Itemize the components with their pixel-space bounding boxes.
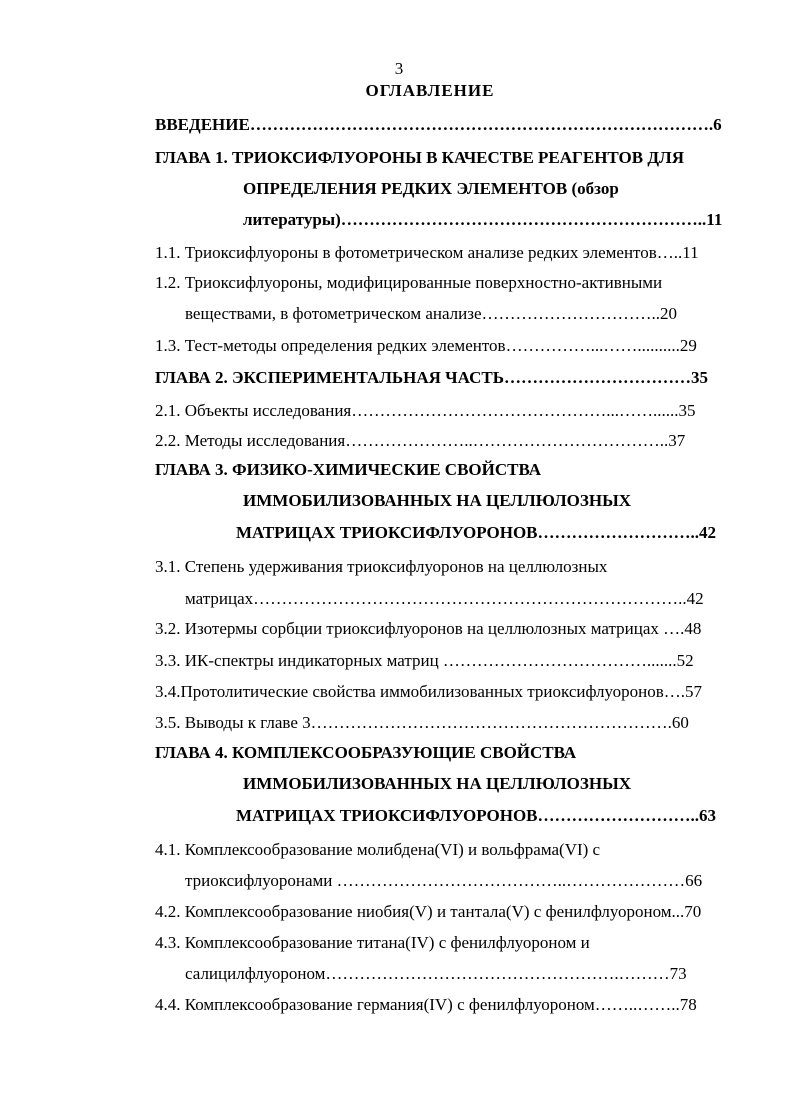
- toc-section-3-1-line-1: 3.1. Степень удерживания триоксифлуоронов на целлюлозных: [155, 557, 608, 576]
- toc-title: ОГЛАВЛЕНИЕ: [365, 81, 495, 100]
- toc-chapter-1-line-1: ГЛАВА 1. ТРИОКСИФЛУОРОНЫ В КАЧЕСТВЕ РЕАГЕНТОВ ДЛЯ: [155, 148, 684, 167]
- toc-section-4-3-line-2: салицилфлуороном…………………………………………….………73: [185, 964, 687, 983]
- toc-section-4-1-line-1: 4.1. Комплексообразование молибдена(VI) и вольфрама(VI) с: [155, 840, 601, 859]
- toc-chapter-4-line-2: ИММОБИЛИЗОВАННЫХ НА ЦЕЛЛЮЛОЗНЫХ: [243, 774, 632, 793]
- toc-chapter-3-line-2: ИММОБИЛИЗОВАННЫХ НА ЦЕЛЛЮЛОЗНЫХ: [243, 491, 632, 510]
- toc-chapter-4-line-1: ГЛАВА 4. КОМПЛЕКСООБРАЗУЮЩИЕ СВОЙСТВА: [155, 743, 577, 762]
- toc-section-3-3: 3.3. ИК-спектры индикаторных матриц ……………………………….......52: [155, 651, 694, 670]
- toc-entry-introduction: ВВЕДЕНИЕ……………………………………………………………………….6: [155, 115, 722, 134]
- toc-section-1-2-line-1: 1.2. Триоксифлуороны, модифицированные поверхностно-активными: [155, 273, 663, 292]
- toc-section-2-2: 2.2. Методы исследования…………………..……………………………..37: [155, 431, 686, 450]
- toc-section-4-3-line-1: 4.3. Комплексообразование титана(IV) с фенилфлуороном и: [155, 933, 590, 952]
- toc-section-2-1: 2.1. Объекты исследования………………………………………...……......35: [155, 401, 696, 420]
- toc-chapter-3-line-3: МАТРИЦАХ ТРИОКСИФЛУОРОНОВ………………………..42: [236, 523, 717, 542]
- toc-chapter-4-line-3: МАТРИЦАХ ТРИОКСИФЛУОРОНОВ………………………..63: [236, 806, 717, 825]
- toc-section-3-2: 3.2. Изотермы сорбции триоксифлуоронов на целлюлозных матрицах ….48: [155, 619, 702, 638]
- page-number: 3: [394, 59, 404, 78]
- toc-section-1-3: 1.3. Тест-методы определения редких элементов……………...……..........29: [155, 336, 697, 355]
- toc-chapter-1-line-2: ОПРЕДЕЛЕНИЯ РЕДКИХ ЭЛЕМЕНТОВ (обзор: [243, 179, 619, 198]
- toc-section-1-1: 1.1. Триоксифлуороны в фотометрическом анализе редких элементов…..11: [155, 243, 699, 262]
- toc-section-4-2: 4.2. Комплексообразование ниобия(V) и тантала(V) с фенилфлуороном...70: [155, 902, 702, 921]
- toc-chapter-2: ГЛАВА 2. ЭКСПЕРИМЕНТАЛЬНАЯ ЧАСТЬ……………………………35: [155, 368, 708, 387]
- toc-section-4-4: 4.4. Комплексообразование германия(IV) с фенилфлуороном……..……..78: [155, 995, 697, 1014]
- toc-section-1-2-line-2: веществами, в фотометрическом анализе…………………………..20: [185, 304, 678, 323]
- toc-chapter-3-line-1: ГЛАВА 3. ФИЗИКО-ХИМИЧЕСКИЕ СВОЙСТВА: [155, 460, 542, 479]
- toc-section-3-4: 3.4.Протолитические свойства иммобилизованных триоксифлуоронов….57: [155, 682, 702, 701]
- toc-section-4-1-line-2: триоксифлуоронами …………………………………..…………………66: [185, 871, 703, 890]
- toc-section-3-1-line-2: матрицах…………………………………………………………………..42: [185, 589, 704, 608]
- toc-chapter-1-line-3: литературы)………………………………………………………..11: [243, 210, 723, 229]
- toc-section-3-5: 3.5. Выводы к главе 3……………………………………………………….60: [155, 713, 689, 732]
